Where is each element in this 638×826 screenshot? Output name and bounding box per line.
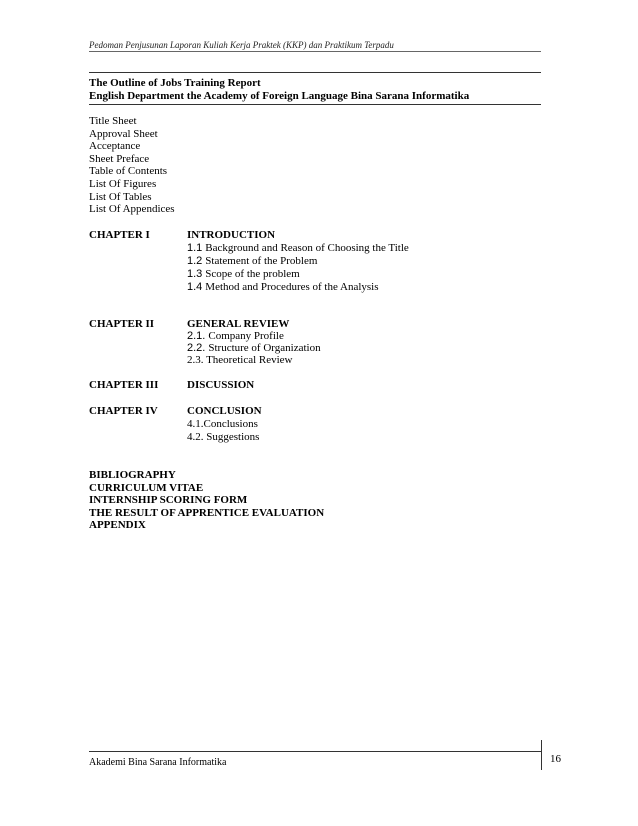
chapter-2-item bbox=[187, 342, 321, 354]
chapter-4-title: CONCLUSION bbox=[187, 405, 262, 417]
item-number: 1.4 bbox=[187, 281, 203, 293]
header-divider bbox=[89, 51, 541, 52]
footer-divider bbox=[89, 751, 541, 752]
page-number: 16 bbox=[550, 753, 561, 765]
item-text: Structure of Organization bbox=[208, 342, 321, 354]
preliminary-list bbox=[89, 115, 175, 216]
footer-institution: Akademi Bina Sarana Informatika bbox=[89, 757, 227, 768]
item-text: Method and Procedures of the Analysis bbox=[205, 281, 379, 293]
chapter-2-item bbox=[187, 330, 284, 342]
running-header: Pedoman Penjusunan Laporan Kuliah Kerja Praktek (KKP) dan Praktikum Terpadu bbox=[89, 40, 394, 50]
preliminary-item: List Of Appendices bbox=[89, 203, 175, 216]
chapter-2-title: GENERAL REVIEW bbox=[187, 318, 290, 330]
item-text: Scope of the problem bbox=[205, 268, 300, 280]
preliminary-item: Acceptance bbox=[89, 140, 141, 153]
preliminary-item: List Of Tables bbox=[89, 190, 152, 203]
preliminary-item: Approval Sheet bbox=[89, 127, 158, 140]
chapter-1-item bbox=[187, 281, 379, 293]
chapter-4-item bbox=[187, 431, 259, 443]
item-number: 4.2. bbox=[187, 431, 204, 443]
preliminary-item: Title Sheet bbox=[89, 115, 137, 127]
footer-page-divider bbox=[541, 740, 542, 770]
item-text: Statement of the Problem bbox=[205, 255, 318, 267]
chapter-1-title: INTRODUCTION bbox=[187, 229, 276, 241]
item-text: Background and Reason of Choosing the Title bbox=[205, 242, 409, 254]
preliminary-item: Table of Contents bbox=[89, 165, 168, 178]
outline-subtitle: English Department the Academy of Foreign Language Bina Sarana Informatika bbox=[89, 90, 470, 102]
chapter-1-item bbox=[187, 255, 317, 267]
end-matter-item: BIBLIOGRAPHY bbox=[89, 469, 176, 481]
chapter-1-item bbox=[187, 268, 300, 280]
item-text: Company Profile bbox=[208, 330, 284, 342]
chapter-4-item bbox=[187, 418, 258, 430]
item-text: Conclusions bbox=[203, 418, 258, 430]
chapter-4-label: CHAPTER IV bbox=[89, 405, 158, 417]
item-text: Theoretical Review bbox=[206, 354, 293, 366]
preliminary-item: List Of Figures bbox=[89, 177, 157, 190]
item-text: Suggestions bbox=[206, 431, 260, 443]
end-matter-item: INTERNSHIP SCORING FORM bbox=[89, 494, 248, 507]
item-number: 1.3 bbox=[187, 268, 203, 280]
chapter-2-label: CHAPTER II bbox=[89, 318, 155, 330]
item-number: 4.1. bbox=[187, 418, 204, 430]
chapter-1-label: CHAPTER I bbox=[89, 229, 150, 241]
outline-title: The Outline of Jobs Training Report bbox=[89, 77, 261, 89]
chapter-3-label: CHAPTER III bbox=[89, 379, 159, 391]
item-number: 1.2 bbox=[187, 255, 203, 267]
item-number: 1.1 bbox=[187, 242, 203, 254]
chapter-2-item bbox=[187, 354, 293, 366]
preliminary-item: Sheet Preface bbox=[89, 152, 150, 165]
chapter-3-title: DISCUSSION bbox=[187, 379, 255, 391]
chapter-1-item bbox=[187, 242, 409, 254]
end-matter-item: CURRICULUM VITAE bbox=[89, 481, 204, 494]
end-matter-item: APPENDIX bbox=[89, 519, 146, 532]
title-top-rule bbox=[89, 72, 541, 73]
item-number: 2.2. bbox=[187, 342, 206, 354]
end-matter-item: THE RESULT OF APPRENTICE EVALUATION bbox=[89, 506, 325, 519]
title-bottom-rule bbox=[89, 104, 541, 105]
end-matter-list bbox=[89, 469, 324, 532]
item-number: 2.3. bbox=[187, 354, 204, 366]
item-number: 2.1. bbox=[187, 330, 206, 342]
